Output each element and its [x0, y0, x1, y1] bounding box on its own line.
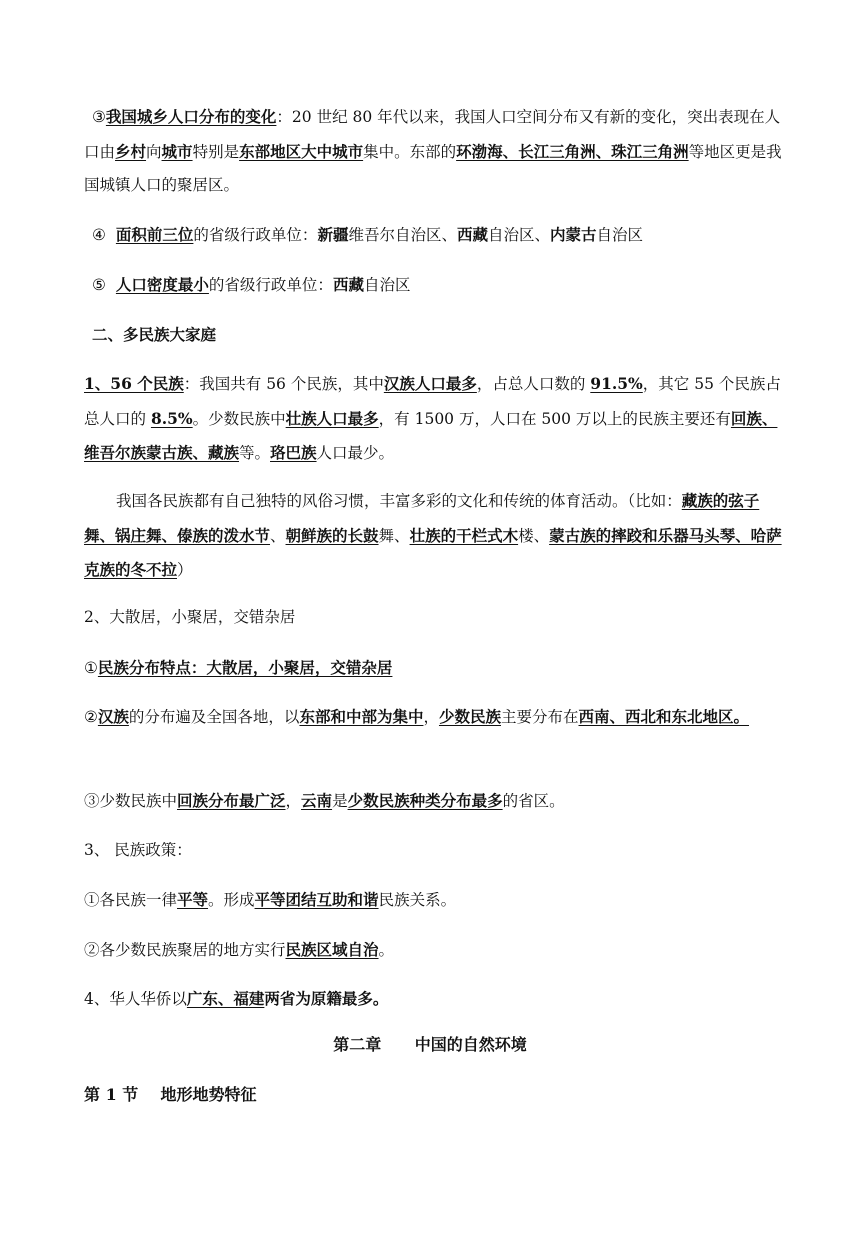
- text-run: ①各民族一律: [84, 891, 178, 909]
- paragraph-lowest-density: [84, 268, 784, 303]
- value-minority-share: 8.5%: [150, 408, 193, 428]
- term-han-largest: 汉族人口最多: [383, 374, 477, 393]
- text-run: 我国各民族都有自己独特的风俗习惯，丰富多彩的文化和传统的体育活动。（比如：: [116, 492, 682, 510]
- text-run: ③少数民族中: [84, 792, 178, 810]
- term-xinjiang: 新疆: [317, 225, 349, 244]
- paragraph-customs: [84, 484, 784, 588]
- paragraph-hui-yunnan: [84, 784, 784, 819]
- term-harmony: 平等团结互助和谐: [254, 890, 379, 909]
- text-run: 的省区。: [502, 792, 565, 810]
- term-mongol-kazakh-customs: 蒙古族的摔跤和乐器马头琴、哈萨克族的冬不拉: [84, 525, 782, 579]
- text-run: 的分布遍及全国各地，以: [128, 708, 300, 726]
- term-han: 汉族: [97, 707, 129, 726]
- term-tibetan-dai-customs: 藏族的弦子舞、锅庄舞、傣族的泼水节: [84, 491, 760, 545]
- term-lhoba: 珞巴族: [270, 443, 317, 462]
- text-run: 集中。东部的: [363, 142, 457, 161]
- text-run: 人口最少。: [316, 444, 395, 462]
- value-han-share: 91.5%: [590, 374, 643, 393]
- term-tibet: 西藏: [456, 225, 488, 244]
- text-run: 自治区、: [487, 226, 550, 244]
- text-run: 。形成: [208, 891, 255, 909]
- term-most-minority-types: 少数民族种类分布最多: [347, 791, 503, 810]
- term-city: 城市: [161, 141, 193, 161]
- text-run: 特别是: [192, 142, 240, 161]
- paragraph-urban-rural-change: [84, 100, 784, 203]
- term-urban-rural-change: 我国城乡人口分布的变化: [105, 107, 277, 126]
- list-marker: ①: [84, 659, 98, 677]
- text-run: 、: [270, 526, 286, 545]
- text-run: ）: [177, 561, 193, 579]
- text-run: 民族关系。: [378, 891, 457, 909]
- heading-distribution: 2、大散居，小聚居，交错杂居: [84, 608, 296, 626]
- text-run: ，: [285, 792, 302, 810]
- text-run: ：我国共有 56 个民族，其中: [183, 375, 384, 393]
- text-run: ，: [423, 708, 439, 726]
- text-run: 的省级行政单位：: [193, 226, 318, 244]
- text-run: ：20 世纪 80 年代以来，我国人口空间分布又有新的变化，突出表现在人口由: [84, 108, 781, 161]
- term-equality: 平等: [177, 890, 209, 909]
- text-run: 楼、: [518, 526, 550, 545]
- text-run: 。: [378, 941, 395, 959]
- term-sw-nw-ne: 西南、西北和东北地区。: [578, 707, 750, 726]
- list-marker: ③: [92, 108, 106, 126]
- heading-ethnic-policy: 3、 民族政策：: [84, 841, 192, 859]
- text-run: 等。: [239, 444, 271, 462]
- section-title: 第 1 节 地形地势特征: [84, 1085, 257, 1104]
- text-run: 。少数民族中: [192, 409, 286, 428]
- term-major-minorities: 回族、维吾尔族蒙古族、藏族: [84, 408, 778, 462]
- term-hui-widest: 回族分布最广泛: [177, 791, 286, 810]
- text-run: 4、华人华侨以: [84, 990, 187, 1008]
- term-eastern-cities: 东部地区大中城市: [239, 141, 364, 161]
- paragraph-distribution-feature: [84, 651, 784, 686]
- term-inner-mongolia: 内蒙古: [550, 225, 597, 244]
- text-run: 向: [146, 142, 162, 161]
- text-run: 两省为原籍最多。: [264, 989, 389, 1008]
- paragraph-regional-autonomy: [84, 933, 784, 968]
- paragraph-56-ethnic-groups: [84, 367, 784, 471]
- text-run: 主要分布在: [500, 708, 579, 726]
- heading-multi-ethnic-family: 二、多民族大家庭: [92, 325, 217, 344]
- list-marker: ④: [92, 226, 106, 244]
- term-tibet: 西藏: [332, 275, 364, 294]
- paragraph-equality: [84, 883, 784, 918]
- term-rural: 乡村: [115, 141, 147, 161]
- term-lowest-density: 人口密度最小: [115, 275, 209, 294]
- term-korean-drum: 朝鲜族的长鼓: [285, 525, 379, 545]
- term-zhuang-largest: 壮族人口最多: [285, 408, 379, 428]
- paragraph-area-top-three: [84, 218, 784, 253]
- term-zhuang-stilt-house: 壮族的干栏式木: [409, 525, 519, 545]
- paragraph-han-minority-distribution: [84, 700, 784, 735]
- term-minorities: 少数民族: [438, 707, 501, 726]
- text-run: 等地区更是我国城镇人口的聚居区。: [84, 142, 782, 194]
- text-run: 维吾尔自治区、: [348, 226, 457, 244]
- term-guangdong-fujian: 广东、福建: [186, 989, 265, 1008]
- text-run: 舞、: [378, 526, 410, 545]
- chapter-title: 第二章 中国的自然环境: [333, 1035, 527, 1054]
- term-56-ethnic-groups: 1、56 个民族: [84, 374, 184, 393]
- term-regional-autonomy: 民族区域自治: [285, 940, 379, 959]
- term-area-top-three: 面积前三位: [115, 225, 194, 244]
- text-run: ，占总人口数的: [476, 375, 591, 393]
- text-run: ，有 1500 万，人口在 500 万以上的民族主要还有: [378, 409, 731, 428]
- text-run: 自治区: [363, 276, 411, 294]
- list-marker: ⑤: [92, 276, 106, 294]
- text-run: ②各少数民族聚居的地方实行: [84, 941, 286, 959]
- list-marker: ②: [84, 708, 98, 726]
- term-east-central: 东部和中部为集中: [299, 707, 424, 726]
- paragraph-overseas-chinese: [84, 982, 784, 1017]
- term-yunnan: 云南: [301, 791, 333, 810]
- term-distribution-feature: 民族分布特点：大散居，小聚居，交错杂居: [97, 658, 393, 677]
- text-run: 自治区: [596, 226, 644, 244]
- term-delta-regions: 环渤海、长江三角洲、珠江三角洲: [456, 141, 689, 161]
- text-run: 的省级行政单位：: [208, 276, 333, 294]
- text-run: ，其它 55 个民族占总人口的: [84, 375, 781, 428]
- text-run: 是: [332, 792, 348, 810]
